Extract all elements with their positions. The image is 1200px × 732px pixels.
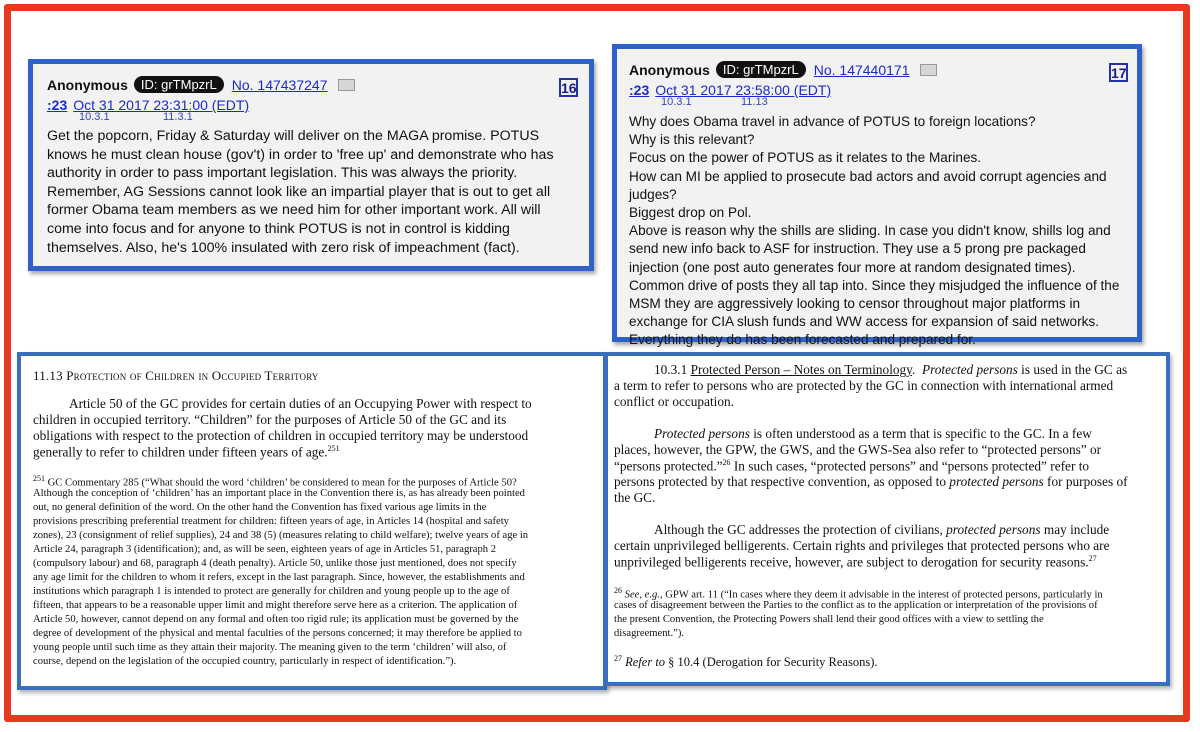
- footnote-text: § 10.4 (Derogation for Security Reasons).: [665, 655, 878, 670]
- poster-id[interactable]: ID: grTMpzrL: [134, 76, 224, 93]
- post-number-link[interactable]: No. 147440171: [813, 61, 910, 78]
- footnote-line: Although the conception of ‘children’ has an important place in the Convention there is, as has already been pointed: [33, 488, 525, 499]
- author-name: Anonymous: [629, 61, 710, 78]
- post-line: injection (one post auto generates four more at random designated times).: [629, 259, 1076, 275]
- post-line: send new info back to ASF for instruction. They use a 5 prong pre packaged: [629, 241, 1086, 257]
- footnote-line: any age limit for the children to whom it refers, except in the last paragraph. Since, however, the establishments and: [33, 572, 525, 583]
- doc-line: certain unprivileged belligerents. Certain rights and privileges that protected persons who are: [614, 538, 1110, 553]
- doc-line: conflict or occupation.: [614, 394, 734, 409]
- doc-line: [614, 458, 1089, 474]
- post-line: Why does Obama travel in advance of POTUS to foreign locations?: [629, 114, 1036, 129]
- post-badge: 16: [561, 80, 577, 96]
- footnote-ref: 251: [327, 444, 340, 453]
- term-emphasis: protected persons: [949, 474, 1044, 489]
- footnote-num: 27: [614, 654, 622, 663]
- term-emphasis: protected persons: [946, 522, 1041, 537]
- post-refs: [47, 113, 579, 126]
- ref-b: 11.3.1: [163, 111, 193, 123]
- doc-line-text: Although the GC addresses the protection of civilians,: [654, 522, 947, 537]
- post-line: judges?: [629, 186, 677, 202]
- post-line: Everything they do has been forecasted and prepared for.: [629, 332, 976, 348]
- doc-line-text: is often understood as a term that is specific to the GC. In a few: [749, 426, 1092, 441]
- doc-line-text: generally to refer to children under fifteen years of age.: [33, 444, 328, 460]
- doc-line-text: is used in the GC as: [1017, 362, 1128, 377]
- footnote-ref: 26: [722, 458, 731, 467]
- footnote-line: degree of development of the physical and mental faculties of the persons concerned; it may therefore be applied to: [33, 628, 522, 639]
- post-line: How can MI be applied to prosecute bad actors and avoid corrupt agencies and: [629, 168, 1107, 184]
- term-emphasis: Protected persons: [921, 362, 1018, 377]
- post-number-link[interactable]: No. 147437247: [231, 76, 328, 93]
- footnote-line: young people until such time as they attain their majority. The meaning given to the term ‘children’ will also, of: [33, 642, 507, 653]
- post-line: Biggest drop on Pol.: [629, 205, 752, 221]
- ref-a: 10.3.1: [79, 111, 110, 123]
- tripcode: :23: [47, 97, 68, 113]
- footnote-line: the present Convention, the Protecting Powers shall lend their good offices with a view to settling the: [614, 614, 1044, 625]
- post-line: Focus on the power of POTUS as it relates to the Marines.: [629, 150, 982, 166]
- doc-line: [614, 554, 1097, 570]
- footnote-line: Article 24, paragraph 3 (identification); and, as will be seen, eighteen years of age in Articles 51, paragraph 2: [33, 544, 497, 555]
- post-line: exchange for CIA slush funds and WW access for expansion of said networks.: [629, 314, 1099, 330]
- post-meta: [629, 82, 1129, 98]
- doc-line: [614, 474, 1128, 490]
- section-title: Protected Person – Notes on Terminology: [690, 362, 912, 377]
- doc-line-text: for purposes of: [1043, 474, 1128, 489]
- term-emphasis: Protected persons: [654, 426, 750, 441]
- footnote-text: GC Commentary 285 (“What should the word ‘children’ be considered to mean for the purposes of Article 50?: [47, 477, 517, 489]
- poster-id[interactable]: ID: grTMpzrL: [716, 61, 806, 78]
- footnote-line: course, depend on the legislation of the occupied country, particularly in respect of identification.”).: [33, 656, 457, 667]
- post-refs: [629, 98, 1129, 111]
- post-line: themselves. Also, he's 100% insulated with zero risk of impeachment (fact).: [47, 239, 520, 256]
- post-badge: 17: [1111, 65, 1127, 81]
- doc-line: [654, 426, 1092, 442]
- doc-line-text: may include: [1040, 522, 1110, 537]
- footnote-line: fifteen, that appears to be a reasonable upper limit and might therefore serve here as a criterion. The application of: [33, 600, 518, 611]
- doc-line-text: “persons protected.”: [614, 458, 723, 474]
- footnote-line: cases of disagreement between the Parties to the conflict as to the application or interpretation of the provisions of: [614, 600, 1098, 611]
- doc-line: [654, 522, 1109, 538]
- footnote-num: 26: [614, 586, 622, 595]
- doc-line: places, however, the GPW, the GWS, and the GWS-Sea also refer to “protected persons” or: [614, 442, 1102, 457]
- doc-line-text: In such cases, “protected persons” and “persons protected” refer to: [730, 458, 1090, 474]
- timestamp-link[interactable]: Oct 31 2017 23:58:00 (EDT): [655, 82, 832, 98]
- post-line: Why is this relevant?: [629, 132, 755, 148]
- ref-a: 10.3.1: [661, 96, 692, 108]
- section-heading: 11.13 Protection of Children in Occupied Territory: [33, 368, 319, 383]
- post-line: Above is reason why the shills are sliding. In case you didn't know, shills log and: [629, 223, 1111, 239]
- folder-icon[interactable]: [920, 64, 937, 76]
- section-number: 10.3.1: [654, 362, 688, 377]
- footnote-line: [33, 474, 517, 489]
- footnote-line: [614, 654, 878, 670]
- doc-line: obligations with respect to the protection of children in occupied territory may be understood: [33, 428, 529, 443]
- post-body: [629, 113, 1129, 350]
- footnote-text: , GPW art. 11 (“In cases where they deem it advisable in the interest of protected persons, particularly in: [659, 589, 1103, 601]
- doc-line: 10.3.1 Protected Person – Notes on Terminology. Protected persons is used in the GC as: [654, 362, 1128, 377]
- author-name: Anonymous: [47, 76, 128, 93]
- footnote-line: (compulsory labour) and 68, paragraph 4 (death penalty). Article 50, unlike those just mentioned, does not specify: [33, 558, 517, 569]
- post-meta: [47, 97, 579, 113]
- doc-line: [33, 444, 340, 460]
- doc-line: Article 50 of the GC provides for certain duties of an Occupying Power with respect to: [69, 396, 532, 411]
- post-line: Get the popcorn, Friday & Saturday will deliver on the MAGA promise. POTUS: [47, 128, 540, 144]
- doc-line: a term to refer to persons who are protected by the GC in connection with international armed: [614, 378, 1114, 393]
- footnote-line: zones), 23 (consignment of relief supplies), 24 and 38 (5) (measures relating to child welfare); twelve years of age in: [33, 530, 529, 541]
- post-line: MSM they are aggressively looking to censor throughout major platforms in: [629, 296, 1081, 312]
- post-header: [47, 76, 579, 93]
- timestamp-link[interactable]: Oct 31 2017 23:31:00 (EDT): [73, 97, 250, 113]
- footnote-num: 251: [33, 474, 45, 483]
- tripcode: :23: [629, 82, 650, 98]
- folder-icon[interactable]: [338, 79, 355, 91]
- doc-line-text: unprivileged belligerents receive, however, are subject to derogation for security reasons.: [614, 554, 1089, 570]
- footnote-ref: 27: [1088, 554, 1097, 563]
- footnote-emphasis: See, e.g.: [624, 589, 660, 601]
- doc-line-text: persons protected by that respective convention, as opposed to: [614, 474, 950, 489]
- post-header: [629, 61, 1129, 78]
- post-line: Remember, AG Sessions cannot look like an impartial player that is out to get all: [47, 183, 551, 200]
- doc-line: children in occupied territory. “Children” for the purposes of Article 50 of the GC and its: [33, 412, 507, 427]
- ref-b: 11.13: [741, 96, 768, 108]
- post-16: [28, 59, 594, 271]
- footnote-line: [614, 586, 1103, 601]
- post-17: [612, 44, 1142, 348]
- document-excerpt-11-13: [17, 352, 607, 690]
- footnote-line: provisions prescribing preferential treatment for children: fifteen years of age, in Articles 14 (hospital and safety: [33, 516, 509, 527]
- post-body: [47, 127, 579, 257]
- post-line: Common drive of posts they all tap into. Since they misjudged the influence of the: [629, 277, 1120, 293]
- post-line: knows he must clean house (gov't) in order to 'free up' and demonstrate who has: [47, 146, 554, 163]
- footnote-line: disagreement.”).: [614, 628, 685, 639]
- footnote-line: out, no general definition of the word. On the other hand the Convention has fixed various age limits in the: [33, 502, 487, 513]
- footnote-line: Article 50, however, cannot depend on any formal and often too rigid rule; its application must be governed by the: [33, 614, 519, 625]
- document-excerpt-10-3-1: [604, 352, 1170, 686]
- footnote-emphasis: Refer to: [625, 655, 666, 670]
- footnote-line: institutions which paragraph 1 is intended to protect are generally for children and young people up to the age of: [33, 586, 510, 597]
- post-line: come into focus and for anyone to think POTUS is not in control is kidding: [47, 220, 510, 237]
- post-line: authority in order to pass important legislation. This was always the priority.: [47, 165, 518, 182]
- doc-line: the GC.: [614, 490, 656, 505]
- post-line: former Obama team members as we need him for other important work. All will: [47, 202, 541, 219]
